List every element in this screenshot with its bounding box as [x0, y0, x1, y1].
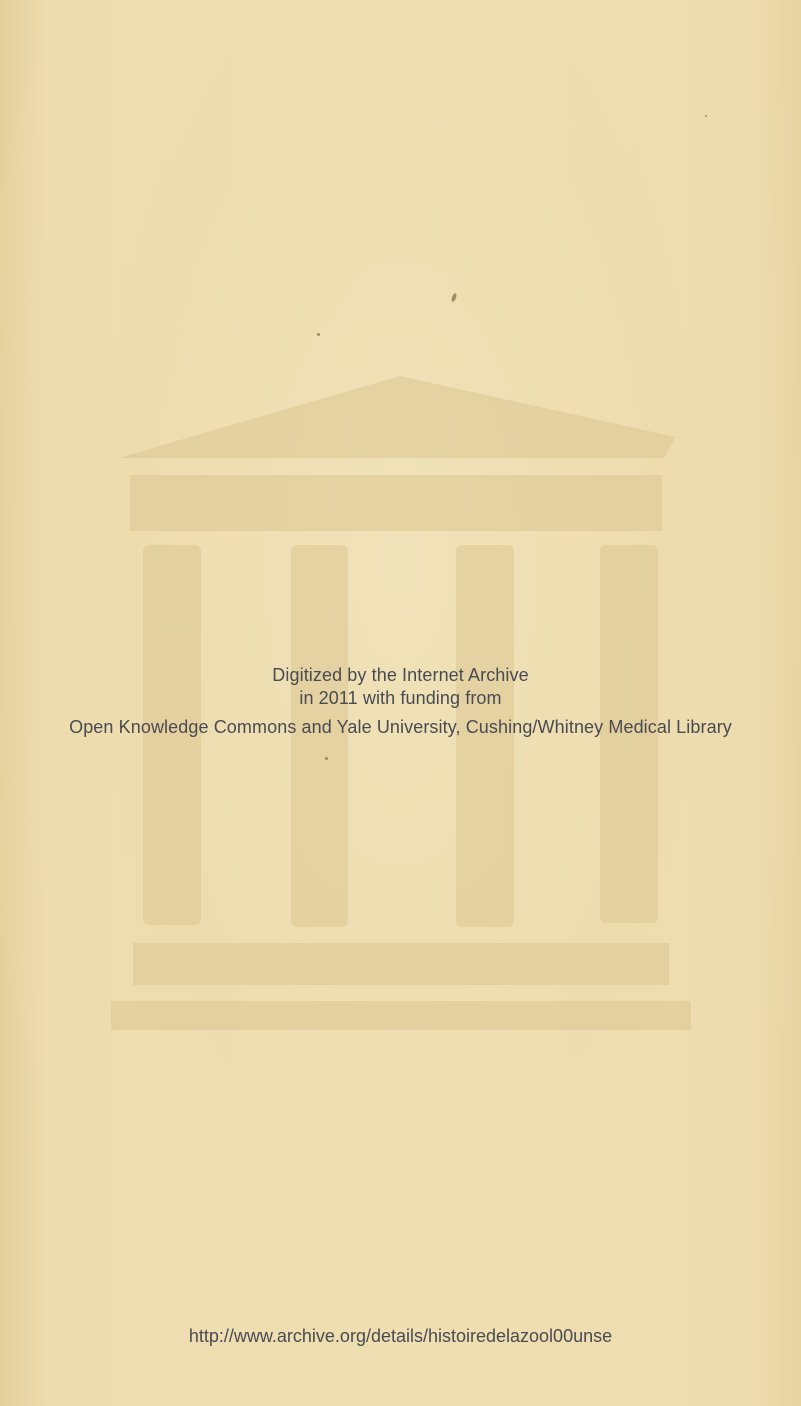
credit-line-2: in 2011 with funding from: [299, 688, 502, 708]
paper-speck: [325, 757, 328, 760]
archive-url: http://www.archive.org/details/histoiredelazool00unse: [188, 1326, 613, 1346]
credit-line-1: Digitized by the Internet Archive: [272, 665, 529, 685]
paper-speck: [705, 115, 707, 117]
paper-speck: [317, 333, 320, 336]
credit-line-3: Open Knowledge Commons and Yale University, Cushing/Whitney Medical Library: [69, 717, 732, 737]
